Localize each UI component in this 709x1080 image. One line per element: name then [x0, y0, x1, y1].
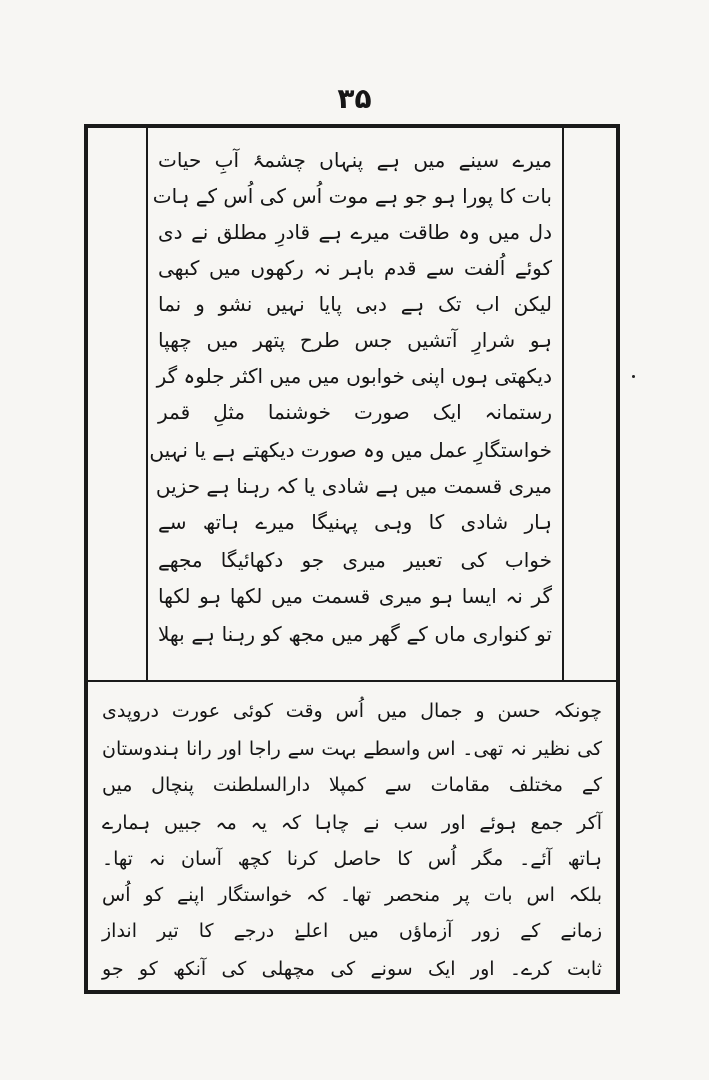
- poem-line: تو کنواری ماں کے گھر میں مجھ کو رہنا ہے بھلا: [158, 622, 552, 646]
- poem-line: خواستگارِ عمل میں وہ صورت دیکھتے ہے یا نہیں: [149, 438, 552, 462]
- prose-line: ہاتھ آئے۔ مگر اُس کا حاصل کرنا کچھ آسان نہ تھا۔: [102, 848, 602, 870]
- poem-line: کوئے اُلفت سے قدم باہر نہ رکھوں میں کبھی: [158, 256, 552, 280]
- poem-line: گر نہ ایسا ہو میری قسمت میں لکھا ہو لکھا: [158, 584, 552, 608]
- page-number: ۳۵: [337, 82, 372, 115]
- page-frame: [84, 124, 620, 994]
- poem-box: [146, 128, 564, 680]
- poem-line: دیکھتی ہوں اپنی خوابوں میں میں اکثر جلوہ گر: [156, 364, 552, 388]
- prose-line: کے مختلف مقامات سے کمپلا دارالسلطنت پنچال میں: [102, 774, 602, 796]
- prose-line: آکر جمع ہوئے اور سب نے چاہا کہ یہ مہ جبیں ہمارے: [102, 812, 602, 834]
- prose-line: بلکہ اس بات پر منحصر تھا۔ کہ خواستگار اپنے کو اُس: [102, 884, 602, 906]
- section-divider: [88, 680, 616, 682]
- poem-line: بات کا پورا ہو جو ہے موت اُس کی اُس کے ہات: [152, 184, 552, 208]
- prose-line: کی نظیر نہ تھی۔ اس واسطے بہت سے راجا اور رانا ہندوستان: [102, 738, 602, 760]
- poem-line: ہار شادی کا وہی پہنیگا میرے ہاتھ سے: [158, 510, 552, 534]
- poem-line: لیکن اب تک ہے دبی پایا نہیں نشو و نما: [158, 292, 552, 316]
- ink-speck: [632, 375, 635, 378]
- poem-line: میری قسمت میں ہے شادی یا کہ رہنا ہے حزیں: [155, 474, 552, 498]
- prose-line: ثابت کرے۔ اور ایک سونے کی مچھلی کی آنکھ کو جو: [102, 958, 602, 980]
- prose-line: زمانے کے زور آزماؤں میں اعلےٰ درجے کا تیر انداز: [102, 920, 602, 942]
- prose-line: چونکہ حسن و جمال میں اُس وقت کوئی عورت دروپدی: [102, 700, 602, 722]
- poem-line: خواب کی تعبیر میری جو دکھائیگا مجھے: [158, 548, 552, 572]
- poem-line: رستمانہ ایک صورت خوشنما مثلِ قمر: [158, 400, 552, 424]
- poem-line: ہو شرارِ آتشیں جس طرح پتھر میں چھپا: [158, 328, 552, 352]
- poem-line: میرے سینے میں ہے پنہاں چشمۂ آبِ حیات: [158, 148, 552, 172]
- poem-line: دل میں وہ طاقت میرے ہے قادرِ مطلق نے دی: [158, 220, 552, 244]
